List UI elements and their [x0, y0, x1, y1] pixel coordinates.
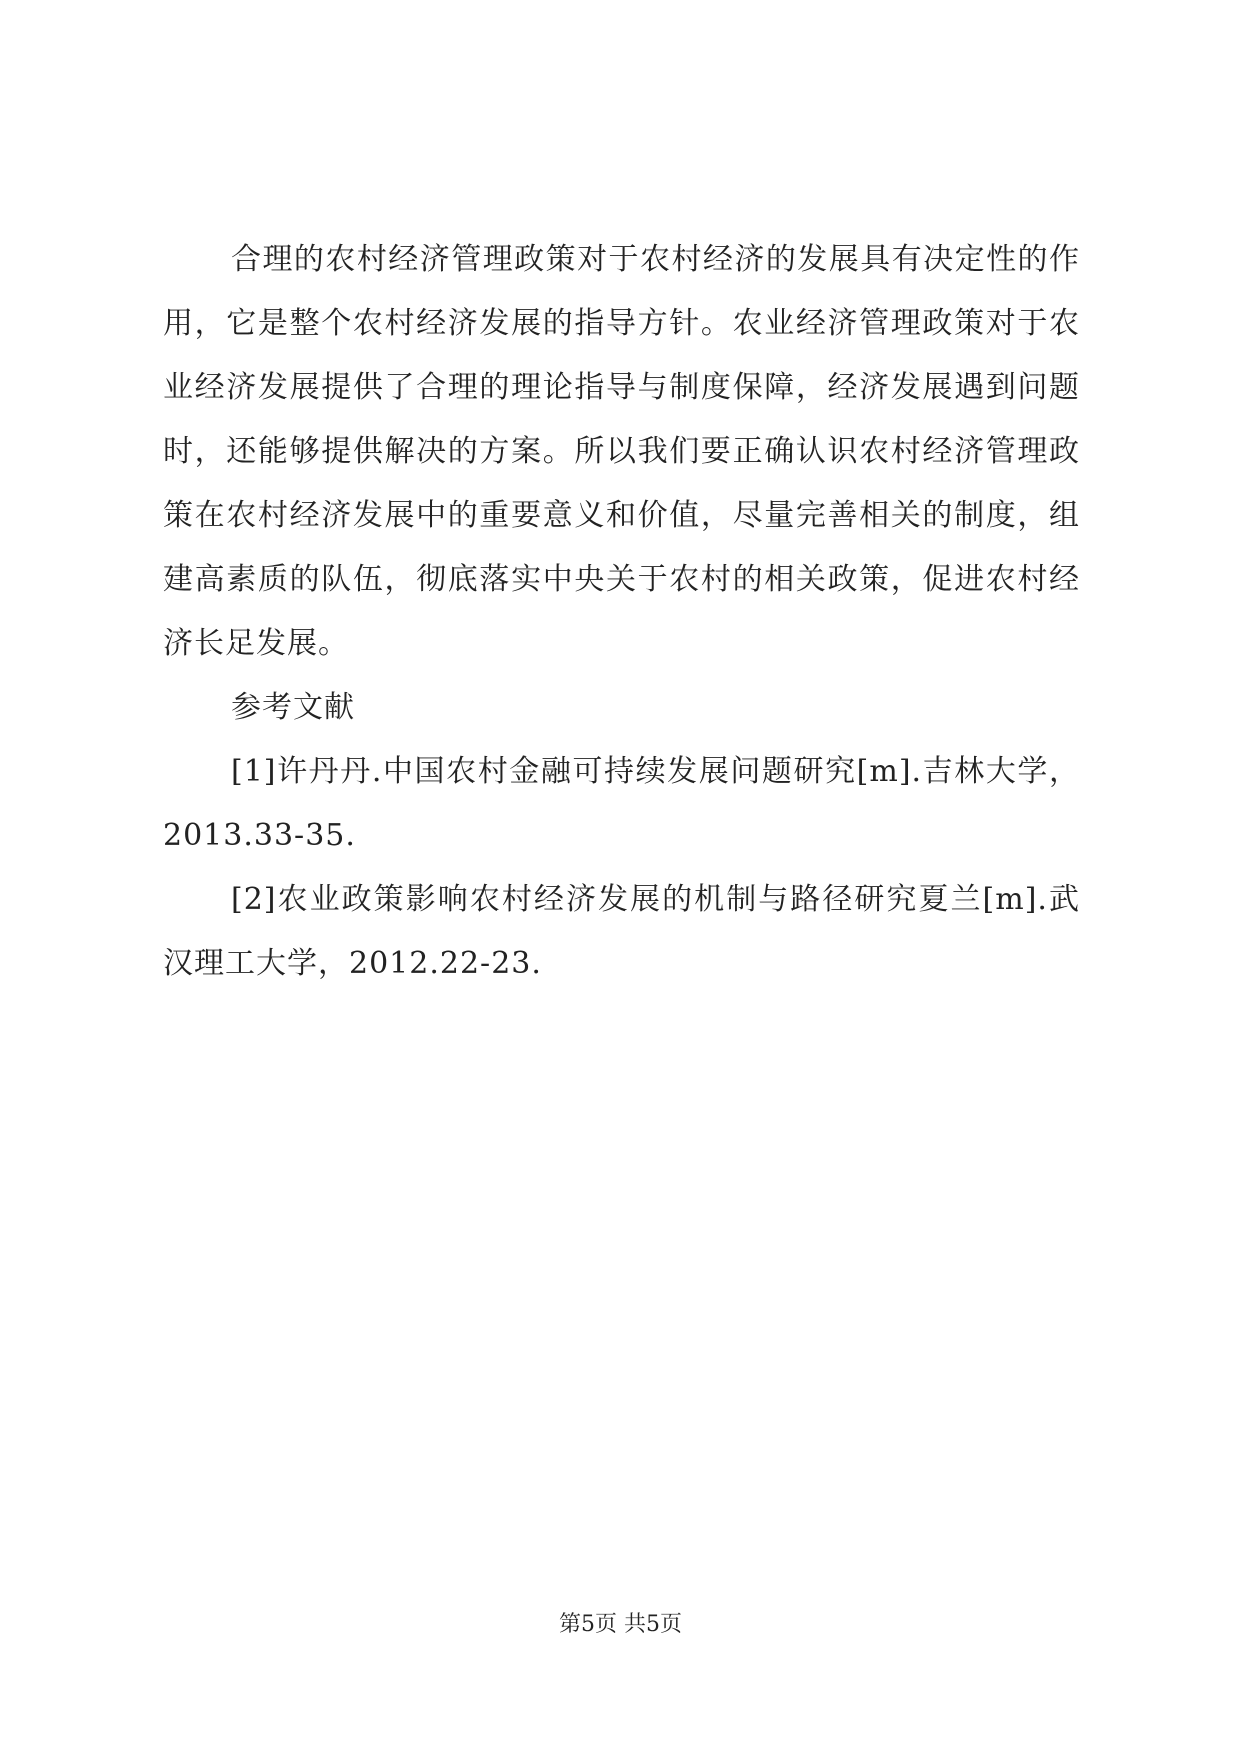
page-footer: 第5页 共5页 — [559, 1612, 682, 1637]
reference-item-1: [1]许丹丹.中国农村金融可持续发展问题研究[m].吉林大学，2013.33-35. — [163, 754, 1080, 853]
document-body — [163, 228, 1080, 996]
references-heading: 参考文献 — [231, 690, 355, 725]
body-paragraph: 合理的农村经济管理政策对于农村经济的发展具有决定性的作用，它是整个农村经济发展的指导方针。农业经济管理政策对于农业经济发展提供了合理的理论指导与制度保障，经济发展遇到问题时，还能够提供解决的方案。所以我们要正确认识农村经济管理政策在农村经济发展中的重要意义和价值，尽量完善相关的制度，组建高素质的队伍，彻底落实中央关于农村的相关政策，促进农村经济长足发展。 — [163, 242, 1080, 661]
reference-item-2: [2]农业政策影响农村经济发展的机制与路径研究夏兰[m].武汉理工大学，2012.22-23. — [163, 882, 1080, 981]
